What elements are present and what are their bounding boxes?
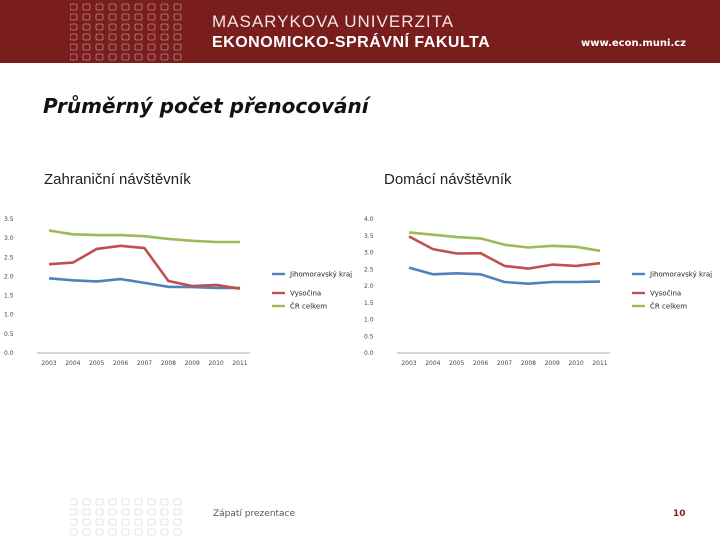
pattern-glyph xyxy=(135,14,142,20)
pattern-glyph xyxy=(96,4,103,10)
chart-domestic-visitors xyxy=(360,210,720,380)
pattern-glyph xyxy=(70,519,77,525)
page-number: 10 xyxy=(673,509,686,519)
foreign-series-line-3 xyxy=(49,231,240,243)
pattern-glyph xyxy=(135,24,142,30)
foreign-x-tick-label: 2003 xyxy=(41,360,57,367)
pattern-glyph xyxy=(70,34,77,40)
pattern-glyph xyxy=(96,44,103,50)
pattern-glyph xyxy=(122,4,129,10)
pattern-glyph xyxy=(148,509,155,515)
pattern-glyph xyxy=(109,24,116,30)
pattern-glyph xyxy=(161,54,168,60)
foreign-legend-label-3: ČR celkem xyxy=(290,302,328,311)
university-logo-pattern xyxy=(70,3,185,63)
pattern-glyph xyxy=(70,529,77,535)
foreign-y-tick-label: 0.0 xyxy=(4,350,14,357)
domestic-series-line-3 xyxy=(409,232,600,250)
pattern-glyph xyxy=(83,44,90,50)
pattern-glyph xyxy=(148,14,155,20)
website-url[interactable]: www.econ.muni.cz xyxy=(580,38,686,49)
pattern-glyph xyxy=(109,54,116,60)
foreign-x-tick-label: 2010 xyxy=(208,360,224,367)
pattern-glyph xyxy=(135,509,142,515)
pattern-glyph xyxy=(83,34,90,40)
faculty-name: EKONOMICKO-SPRÁVNÍ FAKULTA xyxy=(212,34,491,51)
domestic-y-tick-label: 0.0 xyxy=(364,350,374,357)
pattern-glyph xyxy=(122,24,129,30)
chart-title-foreign: Zahraniční návštěvník xyxy=(44,171,191,188)
pattern-glyph xyxy=(109,44,116,50)
foreign-y-tick-label: 1.0 xyxy=(4,311,14,319)
pattern-glyph xyxy=(109,529,116,535)
pattern-glyph xyxy=(161,24,168,30)
footer-text: Zápatí prezentace xyxy=(213,509,296,519)
pattern-glyph xyxy=(174,54,181,60)
pattern-glyph xyxy=(135,529,142,535)
pattern-glyph xyxy=(70,509,77,515)
pattern-glyph xyxy=(148,44,155,50)
pattern-glyph xyxy=(148,529,155,535)
pattern-glyph xyxy=(96,529,103,535)
foreign-x-tick-label: 2008 xyxy=(160,360,177,367)
pattern-glyph xyxy=(122,519,129,525)
pattern-glyph xyxy=(135,44,142,50)
chart-title-domestic: Domácí návštěvník xyxy=(384,171,512,188)
foreign-legend-label-1: Jihomoravský kraj xyxy=(290,270,353,279)
pattern-glyph xyxy=(174,509,181,515)
pattern-glyph xyxy=(122,529,129,535)
pattern-glyph xyxy=(70,24,77,30)
domestic-x-tick-label: 2010 xyxy=(568,360,584,367)
pattern-glyph xyxy=(174,14,181,20)
pattern-glyph xyxy=(161,519,168,525)
pattern-glyph xyxy=(161,34,168,40)
pattern-glyph xyxy=(83,54,90,60)
pattern-glyph xyxy=(135,34,142,40)
domestic-x-tick-label: 2004 xyxy=(425,360,441,367)
pattern-glyph xyxy=(174,499,181,505)
foreign-x-tick-label: 2006 xyxy=(112,360,129,367)
pattern-glyph xyxy=(135,499,142,505)
domestic-y-tick-label: 4.0 xyxy=(364,216,374,223)
university-name: MASARYKOVA UNIVERZITA xyxy=(212,12,455,31)
pattern-glyph xyxy=(161,4,168,10)
domestic-y-tick-label: 1.5 xyxy=(364,299,374,307)
footer-logo-pattern xyxy=(70,498,185,540)
domestic-y-tick-label: 2.5 xyxy=(364,266,374,274)
domestic-y-tick-label: 3.5 xyxy=(364,232,374,240)
pattern-glyph xyxy=(70,44,77,50)
domestic-y-tick-label: 1.0 xyxy=(364,316,374,324)
pattern-glyph xyxy=(96,14,103,20)
foreign-x-tick-label: 2005 xyxy=(89,360,105,367)
pattern-glyph xyxy=(122,14,129,20)
domestic-legend-label-3: ČR celkem xyxy=(650,302,688,311)
pattern-glyph xyxy=(70,14,77,20)
pattern-glyph xyxy=(96,34,103,40)
foreign-y-tick-label: 1.5 xyxy=(4,292,14,300)
foreign-y-tick-label: 3.0 xyxy=(4,235,14,243)
domestic-x-tick-label: 2007 xyxy=(496,360,513,367)
pattern-glyph xyxy=(174,519,181,525)
pattern-glyph xyxy=(70,4,77,10)
domestic-y-tick-label: 2.0 xyxy=(364,283,374,290)
domestic-x-tick-label: 2003 xyxy=(401,360,417,367)
pattern-glyph xyxy=(148,499,155,505)
pattern-glyph xyxy=(96,54,103,60)
domestic-x-tick-label: 2006 xyxy=(472,360,489,367)
pattern-glyph xyxy=(122,34,129,40)
foreign-series-line-1 xyxy=(49,278,240,288)
domestic-y-tick-label: 3.0 xyxy=(364,249,374,257)
pattern-glyph xyxy=(161,14,168,20)
pattern-glyph xyxy=(148,4,155,10)
pattern-glyph xyxy=(70,54,77,60)
foreign-y-tick-label: 0.5 xyxy=(4,330,14,338)
pattern-glyph xyxy=(83,509,90,515)
foreign-x-tick-label: 2007 xyxy=(136,360,153,367)
pattern-glyph xyxy=(174,4,181,10)
pattern-glyph xyxy=(161,509,168,515)
domestic-series-line-1 xyxy=(409,268,600,284)
foreign-y-tick-label: 3.5 xyxy=(4,216,14,223)
pattern-glyph xyxy=(148,24,155,30)
pattern-glyph xyxy=(135,519,142,525)
pattern-glyph xyxy=(96,509,103,515)
pattern-glyph xyxy=(122,499,129,505)
pattern-glyph xyxy=(161,529,168,535)
pattern-glyph xyxy=(83,499,90,505)
pattern-glyph xyxy=(122,54,129,60)
pattern-glyph xyxy=(109,34,116,40)
pattern-glyph xyxy=(135,4,142,10)
pattern-glyph xyxy=(122,509,129,515)
pattern-glyph xyxy=(174,24,181,30)
pattern-glyph xyxy=(174,34,181,40)
chart-foreign-visitors xyxy=(0,210,360,380)
header-bar xyxy=(0,0,720,63)
foreign-x-tick-label: 2011 xyxy=(232,360,248,367)
pattern-glyph xyxy=(161,499,168,505)
pattern-glyph xyxy=(148,519,155,525)
slide-title: Průměrný počet přenocování xyxy=(43,94,369,118)
pattern-glyph xyxy=(96,24,103,30)
pattern-glyph xyxy=(96,499,103,505)
pattern-glyph xyxy=(109,4,116,10)
foreign-y-tick-label: 2.5 xyxy=(4,254,14,262)
foreign-x-tick-label: 2009 xyxy=(184,360,200,367)
foreign-y-tick-label: 2.0 xyxy=(4,273,14,281)
pattern-glyph xyxy=(83,4,90,10)
foreign-legend-label-2: Vysočina xyxy=(290,289,322,298)
pattern-glyph xyxy=(135,54,142,60)
pattern-glyph xyxy=(109,499,116,505)
pattern-glyph xyxy=(122,44,129,50)
domestic-x-tick-label: 2005 xyxy=(449,360,465,367)
pattern-glyph xyxy=(109,509,116,515)
domestic-legend-label-1: Jihomoravský kraj xyxy=(650,270,713,279)
pattern-glyph xyxy=(109,14,116,20)
pattern-glyph xyxy=(148,34,155,40)
domestic-y-tick-label: 0.5 xyxy=(364,333,374,341)
pattern-glyph xyxy=(83,14,90,20)
pattern-glyph xyxy=(83,519,90,525)
pattern-glyph xyxy=(174,44,181,50)
pattern-glyph xyxy=(174,529,181,535)
foreign-x-tick-label: 2004 xyxy=(65,360,81,367)
domestic-series-line-2 xyxy=(409,236,600,268)
domestic-x-tick-label: 2008 xyxy=(520,360,537,367)
pattern-glyph xyxy=(161,44,168,50)
pattern-glyph xyxy=(83,529,90,535)
pattern-glyph xyxy=(148,54,155,60)
pattern-glyph xyxy=(109,519,116,525)
domestic-x-tick-label: 2009 xyxy=(544,360,560,367)
domestic-x-tick-label: 2011 xyxy=(592,360,608,367)
domestic-legend-label-2: Vysočina xyxy=(650,289,682,298)
pattern-glyph xyxy=(70,499,77,505)
pattern-glyph xyxy=(96,519,103,525)
pattern-glyph xyxy=(83,24,90,30)
